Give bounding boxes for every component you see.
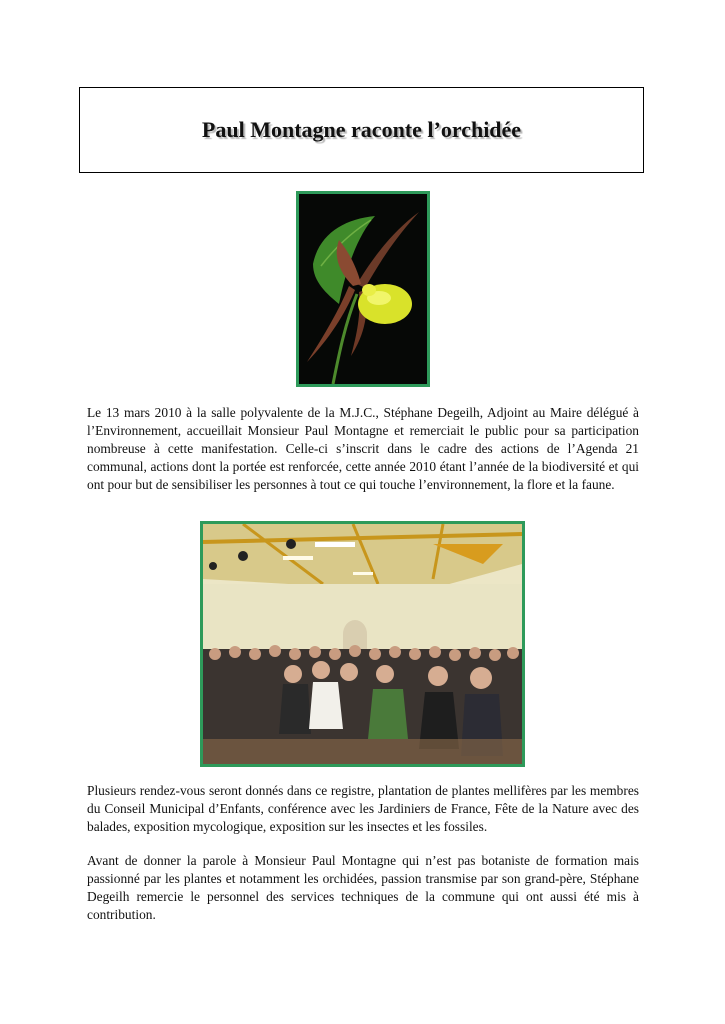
orchid-photo [296, 191, 430, 387]
paragraph-intro: Le 13 mars 2010 à la salle polyvalente de la M.J.C., Stéphane Degeilh, Adjoint au Maire délégué à l’Environnement, accueillait Monsieur Paul Montagne et remerciait le public pour sa participation nombreuse à cette manifestation. Celle-ci s’inscrit dans le cadre des actions de l’Agenda 21 communal, actions dont la portée est renforcée, cette année 2010 étant l’année de la biodiversité et qui ont pour but de sensibiliser les personnes à tout ce qui touche l’environnement, la flore et la faune. [87, 405, 639, 492]
paragraph-events: Plusieurs rendez-vous seront donnés dans ce registre, plantation de plantes mellifères par les membres du Conseil Municipal d’Enfants, conférence avec les Jardiniers de France, Fête de la Nature avec des balades, exposition mycologique, exposition sur les insectes et les fossiles. [87, 783, 639, 834]
orchid-illustration [299, 194, 427, 384]
title-box [79, 87, 644, 173]
paragraph-thanks: Avant de donner la parole à Monsieur Paul Montagne qui n’est pas botaniste de formation mais passionné par les plantes et notamment les orchidées, passion transmise par son grand-père, Stéphane Degeilh remercie le personnel des services techniques de la commune qui ont aussi été mis à contribution. [87, 853, 639, 922]
page-title: Paul Montagne raconte l’orchidée [201, 117, 522, 142]
hall-illustration [203, 524, 522, 764]
audience-photo [200, 521, 525, 767]
